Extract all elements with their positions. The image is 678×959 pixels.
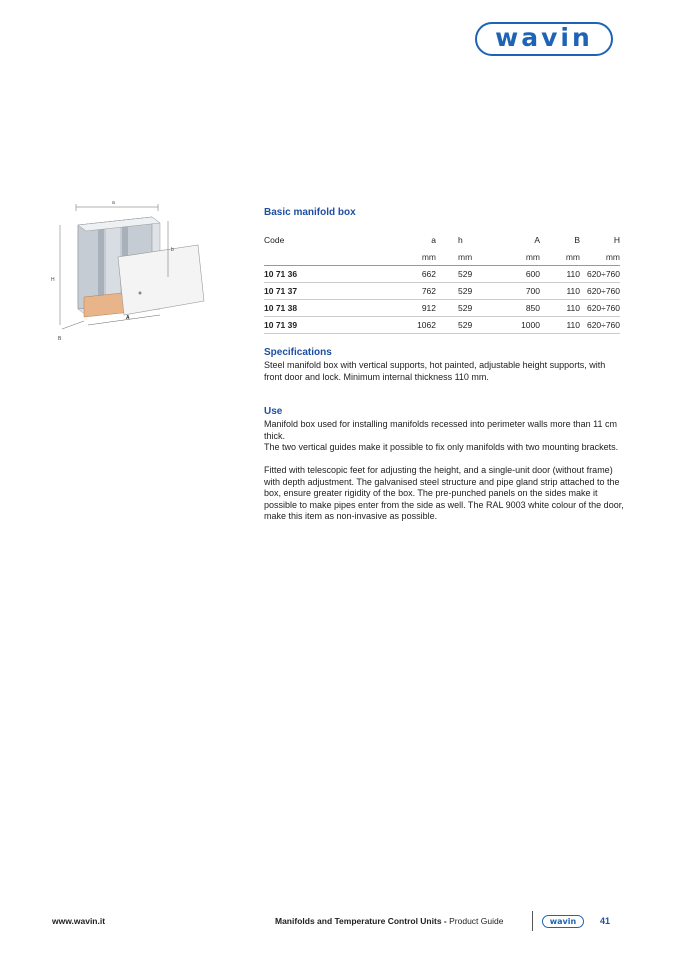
cell-a: 912	[374, 300, 436, 317]
table-row	[264, 300, 620, 317]
cell-h: 529	[458, 320, 473, 330]
cell-a: 762	[374, 283, 436, 300]
use-paragraph-1: Manifold box used for installing manifolds recessed into perimeter walls more than 11 cm thick.	[264, 419, 617, 441]
table-row	[264, 266, 620, 283]
table-units-row	[264, 248, 620, 266]
manifold-box-illustration	[48, 197, 208, 347]
cell-h: 529	[458, 303, 473, 313]
header-H: H	[613, 235, 620, 245]
cell-B: 110	[540, 283, 580, 300]
unit-H: mm	[580, 248, 620, 266]
specifications-heading: Specifications	[264, 347, 332, 358]
dimension-B-label: B	[58, 336, 62, 342]
cell-H: 620÷760	[580, 266, 620, 283]
cell-B: 110	[540, 317, 580, 334]
cell-B: 110	[540, 300, 580, 317]
cell-H: 620÷760	[580, 300, 620, 317]
cell-a: 1062	[374, 317, 436, 334]
dimension-h-label: b	[171, 247, 174, 253]
logo-text: wavin	[495, 23, 593, 52]
footer-guide-title	[275, 916, 503, 926]
use-heading: Use	[264, 406, 283, 417]
footer-divider	[532, 911, 533, 931]
cell-H: 620÷760	[580, 283, 620, 300]
unit-h: mm	[458, 251, 473, 262]
header-B: B	[574, 235, 580, 245]
header-code: Code	[264, 235, 285, 245]
cell-a: 662	[374, 266, 436, 283]
cell-B: 110	[540, 266, 580, 283]
dimension-a-label: a	[112, 200, 115, 206]
cell-code: 10 71 37	[264, 283, 374, 300]
table-header-row	[264, 232, 620, 248]
dimension-H-label: H	[51, 277, 55, 283]
page-number: 41	[600, 916, 611, 926]
cell-code: 10 71 36	[264, 266, 374, 283]
product-table	[264, 232, 620, 334]
unit-B: mm	[540, 248, 580, 266]
footer-logo-text: wavin	[549, 916, 577, 926]
footer-guide-rest: Product Guide	[446, 916, 504, 926]
footer-guide-bold: Manifolds and Temperature Control Units -	[275, 916, 447, 926]
use-paragraph-2: The two vertical guides make it possible to fix only manifolds with two mounting brackets.	[264, 442, 619, 452]
cell-A: 600	[484, 266, 540, 283]
footer-website: www.wavin.it	[52, 916, 106, 926]
use-paragraph-3: Fitted with telescopic feet for adjusting the height, and a single-unit door (without frame) with depth adjustment. The galvanised steel structure and pipe gland strip attached to the box, ensure greater rigidity of the box. The pre-punched panels on the sides make it possible to make pipes enter from the side as well. The RAL 9003 white colour of the door, make this item as non-invasive as possible.	[264, 465, 624, 522]
cell-A: 850	[484, 300, 540, 317]
table-row	[264, 283, 620, 300]
cell-A: 1000	[484, 317, 540, 334]
header-h: h	[458, 235, 463, 245]
product-title: Basic manifold box	[264, 207, 356, 218]
specifications-text: Steel manifold box with vertical supports, hot painted, adjustable height supports, with front door and lock. Minimum internal thickness 110 mm.	[264, 360, 606, 382]
footer-wavin-logo	[542, 915, 584, 928]
cell-H: 620÷760	[580, 317, 620, 334]
wavin-logo	[475, 22, 613, 56]
unit-a: mm	[374, 248, 436, 266]
cell-code: 10 71 39	[264, 317, 374, 334]
unit-code	[264, 248, 374, 266]
header-A: A	[534, 235, 540, 245]
table-row	[264, 317, 620, 334]
cell-A: 700	[484, 283, 540, 300]
cell-code: 10 71 38	[264, 300, 374, 317]
cell-h: 529	[458, 269, 473, 279]
unit-A: mm	[484, 248, 540, 266]
cell-h: 529	[458, 286, 473, 296]
dimension-A-label: A	[126, 315, 130, 321]
header-a: a	[431, 235, 436, 245]
